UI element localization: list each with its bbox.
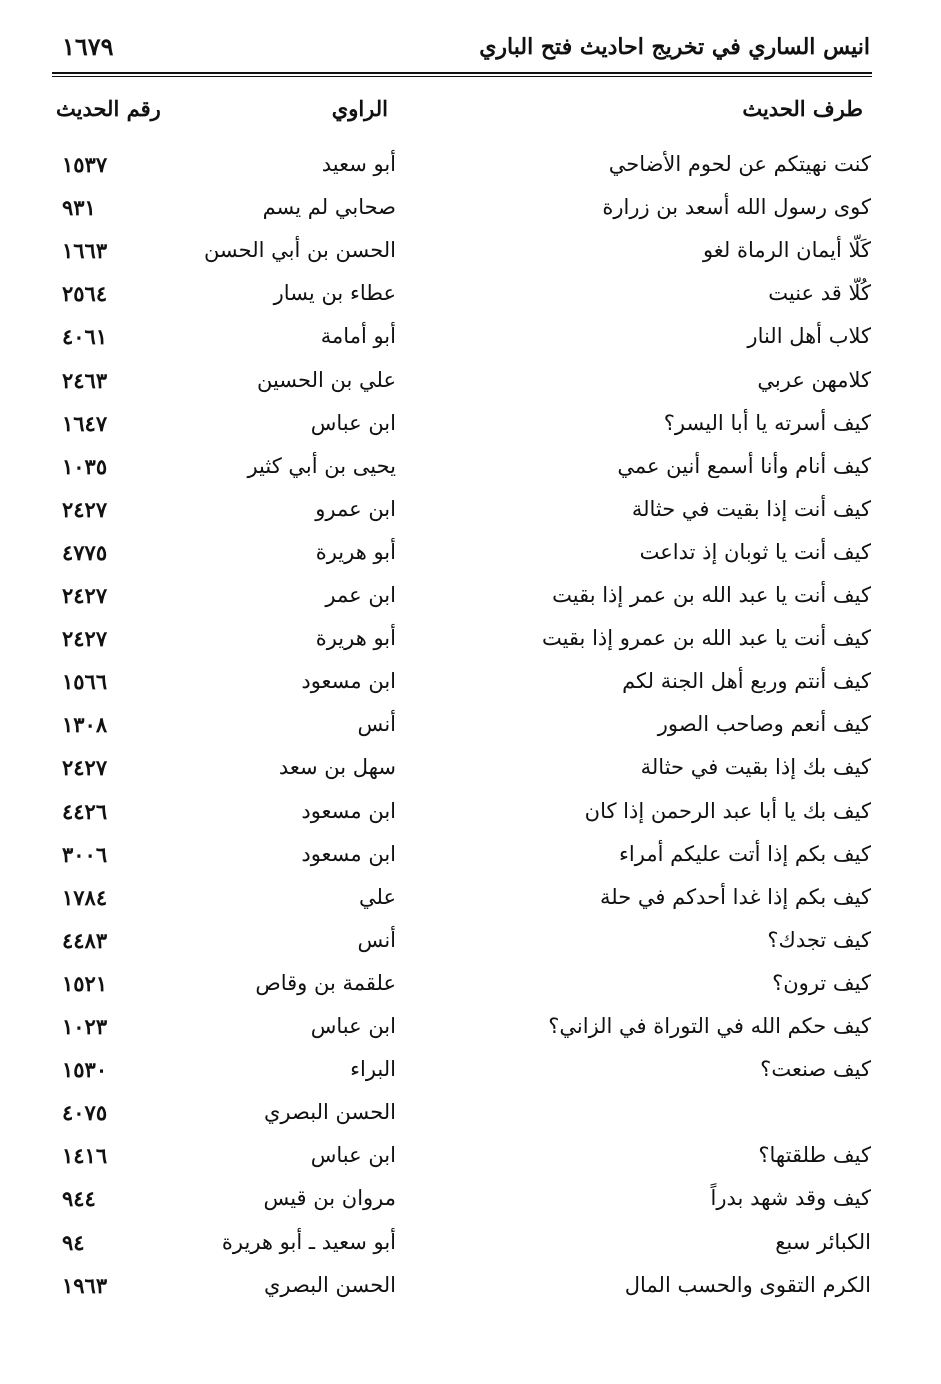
hadith-number: ٤٤٨٣ — [62, 928, 108, 953]
hadith-rawi: أبو سعيد ـ أبو هريرة — [221, 1230, 396, 1254]
hadith-tarf: كيف ترون؟ — [772, 971, 871, 995]
table-row — [0, 1100, 941, 1140]
hadith-number: ٢٤٢٧ — [62, 626, 108, 651]
hadith-number: ١٤١٦ — [62, 1143, 108, 1168]
hadith-tarf: كيف أنت يا عبد الله بن عمرو إذا بقيت — [541, 626, 871, 650]
hadith-rawi: الحسن بن أبي الحسن — [203, 238, 396, 262]
hadith-number: ١٣٠٨ — [62, 712, 108, 737]
column-header-number: رقم الحديث — [56, 96, 161, 121]
hadith-tarf: كيف أنت يا عبد الله بن عمر إذا بقيت — [552, 583, 871, 607]
table-row — [0, 454, 941, 494]
hadith-tarf: كلامهن عربي — [757, 368, 871, 392]
hadith-rawi: ابن مسعود — [301, 799, 396, 823]
table-row — [0, 928, 941, 968]
hadith-number: ١٧٨٤ — [62, 885, 108, 910]
hadith-rawi: يحيى بن أبي كثير — [247, 454, 396, 478]
hadith-rawi: أبو هريرة — [315, 626, 396, 650]
hadith-rawi: الحسن البصري — [264, 1100, 396, 1124]
hadith-number: ٣٠٠٦ — [62, 842, 108, 867]
hadith-number: ٢٤٦٣ — [62, 368, 108, 393]
hadith-number: ١٩٦٣ — [62, 1273, 108, 1298]
hadith-rawi: ابن عمرو — [315, 497, 396, 521]
hadith-tarf: كوى رسول الله أسعد بن زرارة — [602, 195, 871, 219]
hadith-rawi: علقمة بن وقاص — [255, 971, 396, 995]
table-row — [0, 497, 941, 537]
hadith-tarf: كنت نهيتكم عن لحوم الأضاحي — [608, 152, 871, 176]
hadith-rawi: سهل بن سعد — [278, 755, 396, 779]
table-row — [0, 1057, 941, 1097]
hadith-tarf: كيف بكم إذا أتت عليكم أمراء — [619, 842, 871, 866]
table-row — [0, 755, 941, 795]
hadith-number: ١٥٣٠ — [62, 1057, 108, 1082]
hadith-tarf: كيف أنت يا ثوبان إذ تداعت — [639, 540, 871, 564]
hadith-rawi: أبو سعيد — [321, 152, 396, 176]
hadith-number: ٩٤٤ — [62, 1186, 96, 1211]
table-row — [0, 1014, 941, 1054]
table-row — [0, 1273, 941, 1313]
table-row — [0, 1143, 941, 1183]
table-row — [0, 324, 941, 364]
hadith-rawi: ابن عباس — [310, 411, 396, 435]
hadith-number: ١٥٣٧ — [62, 152, 108, 177]
hadith-rawi: عطاء بن يسار — [273, 281, 396, 305]
hadith-number: ١٥٢١ — [62, 971, 108, 996]
hadith-number: ٢٤٢٧ — [62, 755, 108, 780]
hadith-rawi: ابن مسعود — [301, 669, 396, 693]
hadith-tarf: كيف أنام وأنا أسمع أنين عمي — [617, 454, 871, 478]
hadith-rawi: ابن عباس — [310, 1014, 396, 1038]
table-row — [0, 411, 941, 451]
hadith-rawi: ابن مسعود — [301, 842, 396, 866]
hadith-rawi: أبو أمامة — [320, 324, 396, 348]
hadith-number: ١٠٣٥ — [62, 454, 108, 479]
hadith-rawi: علي — [359, 885, 396, 909]
hadith-number: ١٠٢٣ — [62, 1014, 108, 1039]
book-title: انيس الساري في تخريج احاديث فتح الباري — [479, 34, 870, 60]
page-number: ١٦٧٩ — [62, 32, 114, 61]
hadith-rawi: مروان بن قيس — [263, 1186, 396, 1210]
hadith-tarf: كلاب أهل النار — [747, 324, 871, 348]
hadith-tarf: كيف حكم الله في التوراة في الزاني؟ — [548, 1014, 871, 1038]
table-row — [0, 842, 941, 882]
hadith-rawi: البراء — [350, 1057, 396, 1081]
hadith-tarf: كيف أنت إذا بقيت في حثالة — [631, 497, 871, 521]
hadith-number: ٢٤٢٧ — [62, 583, 108, 608]
table-row — [0, 238, 941, 278]
table-row — [0, 152, 941, 192]
hadith-tarf: كيف بك يا أبا عبد الرحمن إذا كان — [584, 799, 871, 823]
page-header — [52, 30, 870, 70]
table-row — [0, 799, 941, 839]
table-row — [0, 368, 941, 408]
table-row — [0, 1186, 941, 1226]
hadith-tarf: كُلّا قد عنيت — [768, 281, 871, 305]
table-row — [0, 540, 941, 580]
hadith-tarf: كيف أنتم وربع أهل الجنة لكم — [622, 669, 871, 693]
hadith-number: ٩٣١ — [62, 195, 96, 220]
column-header-tarf: طرف الحديث — [742, 96, 863, 121]
hadith-number: ١٦٤٧ — [62, 411, 108, 436]
column-header-rawi: الراوي — [331, 96, 388, 121]
hadith-tarf: كَلّا أيمان الرماة لغو — [702, 238, 871, 262]
hadith-number: ١٦٦٣ — [62, 238, 108, 263]
hadith-number: ٢٤٢٧ — [62, 497, 108, 522]
hadith-number: ٢٥٦٤ — [62, 281, 108, 306]
hadith-tarf: الكرم التقوى والحسب المال — [624, 1273, 871, 1297]
hadith-number: ١٥٦٦ — [62, 669, 108, 694]
table-row — [0, 1230, 941, 1270]
hadith-number: ٤٠٦١ — [62, 324, 108, 349]
hadith-rawi: صحابي لم يسم — [262, 195, 396, 219]
hadith-rawi: أبو هريرة — [315, 540, 396, 564]
hadith-tarf: كيف أنعم وصاحب الصور — [657, 712, 871, 736]
hadith-tarf: كيف بكم إذا غدا أحدكم في حلة — [600, 885, 871, 909]
table-row — [0, 195, 941, 235]
table-row — [0, 885, 941, 925]
hadith-rawi: ابن عباس — [310, 1143, 396, 1167]
table-row — [0, 971, 941, 1011]
hadith-number: ٤٧٧٥ — [62, 540, 108, 565]
hadith-rawi: الحسن البصري — [264, 1273, 396, 1297]
table-row — [0, 281, 941, 321]
table-row — [0, 712, 941, 752]
hadith-tarf: كيف بك إذا بقيت في حثالة — [640, 755, 871, 779]
hadith-tarf: كيف طلقتها؟ — [758, 1143, 871, 1167]
hadith-tarf: كيف أسرته يا أبا اليسر؟ — [663, 411, 871, 435]
hadith-tarf: كيف صنعت؟ — [760, 1057, 871, 1081]
hadith-rawi: ابن عمر — [325, 583, 396, 607]
hadith-rawi: علي بن الحسين — [256, 368, 396, 392]
hadith-number: ٤٠٧٥ — [62, 1100, 108, 1125]
hadith-rawi: أنس — [357, 712, 396, 736]
table-row — [0, 669, 941, 709]
hadith-number: ٩٤ — [62, 1230, 85, 1255]
header-rule — [52, 72, 872, 77]
hadith-tarf: كيف تجدك؟ — [767, 928, 871, 952]
hadith-number: ٤٤٢٦ — [62, 799, 108, 824]
hadith-tarf: كيف وقد شهد بدراً — [710, 1186, 871, 1210]
table-row — [0, 583, 941, 623]
hadith-tarf: الكبائر سبع — [775, 1230, 871, 1254]
hadith-rawi: أنس — [357, 928, 396, 952]
table-row — [0, 626, 941, 666]
